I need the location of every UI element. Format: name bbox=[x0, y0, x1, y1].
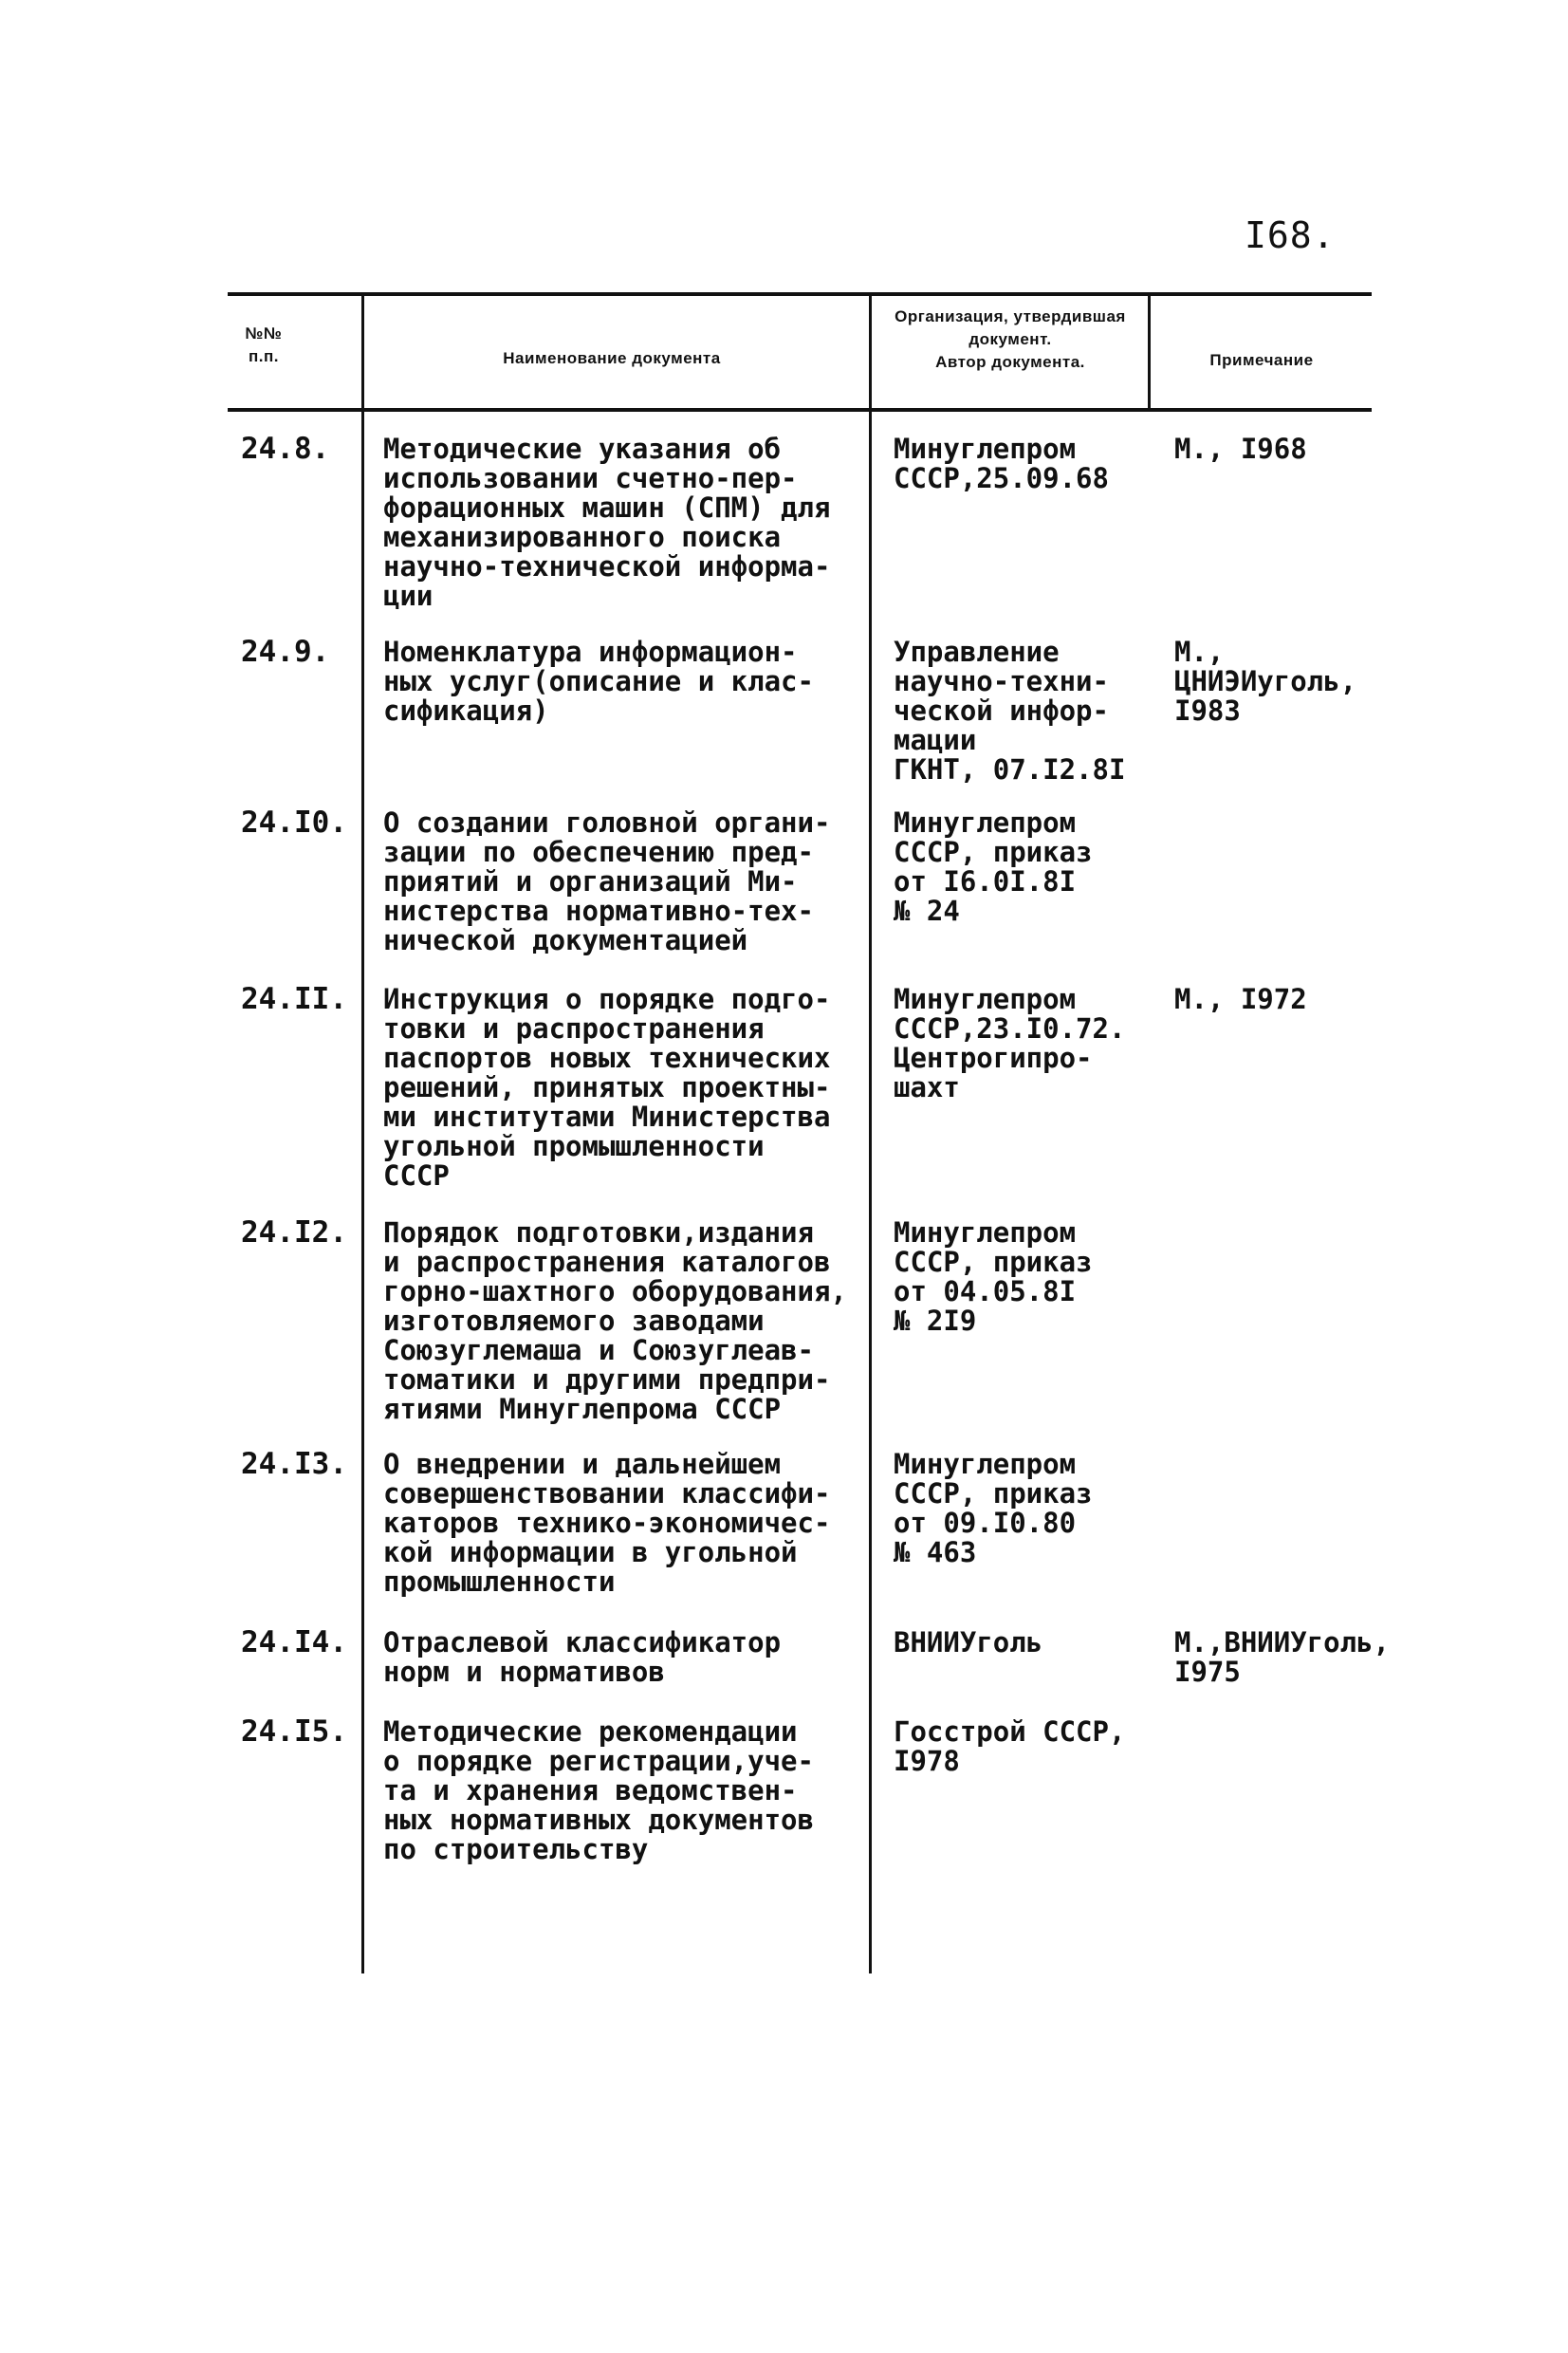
row-organization: Управление научно-техни- ческой инфор- мации ГКНТ, 07.I2.8I bbox=[894, 636, 1126, 786]
row-document-name: Порядок подготовки,издания и распространения каталогов горно-шахтного оборудования, изготовляемого заводами Союзуглемаша и Союзуглеав- томатики и другими предпри- ятиями Минуглепрома СССР bbox=[383, 1216, 847, 1425]
row-number: 24.I5. bbox=[241, 1714, 347, 1749]
row-number: 24.II. bbox=[241, 982, 347, 1016]
row-organization: Минуглепром СССР, приказ от I6.0I.8I № 24 bbox=[894, 806, 1093, 927]
page-number: I68. bbox=[1245, 214, 1336, 256]
row-note: М.,ВНИИУголь, I975 bbox=[1174, 1626, 1390, 1688]
row-number: 24.I2. bbox=[241, 1215, 347, 1250]
row-document-name: Методические указания об использовании счетно-пер- форационных машин (СПМ) для механизированного поиска научно-технической информа- ции bbox=[383, 433, 831, 612]
row-organization: Госстрой СССР, I978 bbox=[894, 1715, 1126, 1777]
header-document-name: Наименование документа bbox=[503, 349, 721, 367]
column-divider-1 bbox=[361, 294, 364, 1973]
header-number: №№ п.п. bbox=[245, 324, 283, 365]
header-note: Примечание bbox=[1209, 351, 1314, 369]
row-document-name: Методические рекомендации о порядке регистрации,уче- та и хранения ведомствен- ных нормативных документов по строительству bbox=[383, 1715, 814, 1865]
row-document-name: Инструкция о порядке подго- товки и распространения паспортов новых технических решений, принятых проектны- ми институтами Министерства угольной промышленности СССР bbox=[383, 983, 831, 1192]
row-number: 24.9. bbox=[241, 635, 330, 669]
row-document-name: О создании головной органи- зации по обеспечению пред- приятий и организаций Ми- нистерства нормативно-тех- нической документацией bbox=[383, 806, 831, 956]
row-number: 24.8. bbox=[241, 432, 330, 466]
row-note: М., I972 bbox=[1174, 983, 1307, 1015]
header-organization: Организация, утвердившая документ. Автор документа. bbox=[895, 307, 1126, 371]
row-document-name: Отраслевой классификатор норм и нормативов bbox=[383, 1626, 782, 1688]
table-top-rule bbox=[228, 292, 1372, 296]
row-organization: ВНИИУголь bbox=[894, 1626, 1043, 1658]
row-organization: Минуглепром СССР,25.09.68 bbox=[894, 433, 1109, 494]
row-organization: Минуглепром СССР, приказ от 09.I0.80 № 463 bbox=[894, 1448, 1093, 1568]
row-organization: Минуглепром СССР,23.I0.72. Центрогипро- шахт bbox=[894, 983, 1126, 1103]
row-note: М., ЦНИЭИуголь, I983 bbox=[1174, 636, 1357, 727]
row-document-name: Номенклатура информацион- ных услуг(описание и клас- сификация) bbox=[383, 636, 814, 727]
row-document-name: О внедрении и дальнейшем совершенствовании классифи- каторов технико-экономичес- кой информации в угольной промышленности bbox=[383, 1448, 831, 1598]
table-header-rule bbox=[228, 408, 1372, 412]
row-note: М., I968 bbox=[1174, 433, 1307, 465]
row-organization: Минуглепром СССР, приказ от 04.05.8I № 2I9 bbox=[894, 1216, 1093, 1337]
column-divider-3 bbox=[1148, 294, 1151, 412]
row-number: 24.I4. bbox=[241, 1625, 347, 1659]
row-number: 24.I3. bbox=[241, 1447, 347, 1481]
row-number: 24.I0. bbox=[241, 806, 347, 840]
